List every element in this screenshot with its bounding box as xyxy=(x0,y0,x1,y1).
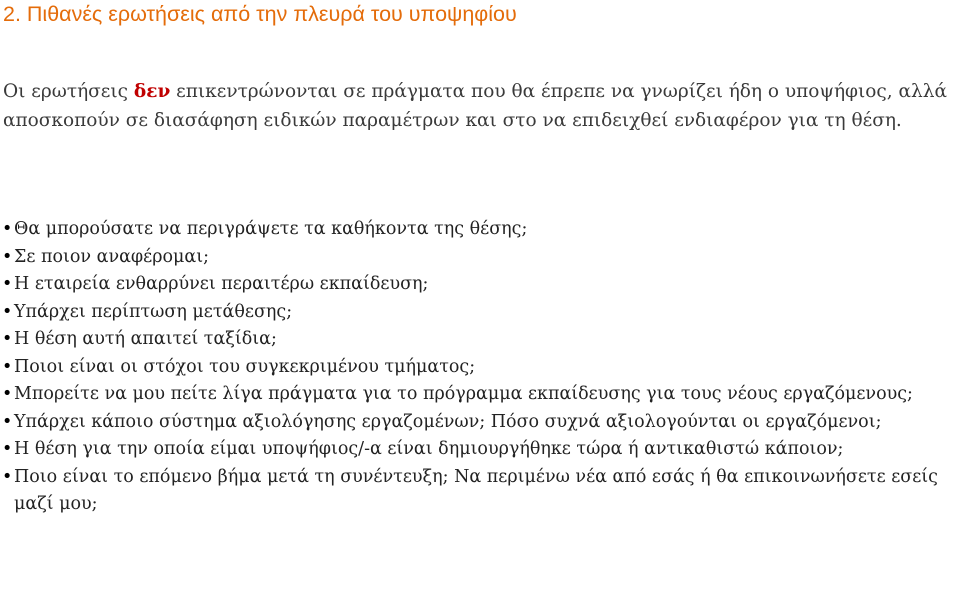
intro-text-before: Οι ερωτήσεις xyxy=(3,81,134,102)
list-item xyxy=(0,464,955,519)
question-text: Η θέση αυτή απαιτεί ταξίδια; xyxy=(14,329,277,349)
question-text: Υπάρχει κάποιο σύστημα αξιολόγησης εργαζομένων; Πόσο συχνά αξιολογούνται οι εργαζόμενοι; xyxy=(14,411,882,432)
list-item xyxy=(0,271,955,299)
question-text: Η εταιρεία ενθαρρύνει περαιτέρω εκπαίδευση; xyxy=(14,274,429,294)
question-text: Θα μπορούσατε να περιγράψετε τα καθήκοντα της θέσης; xyxy=(14,219,528,239)
list-item xyxy=(0,299,955,327)
question-text: Ποιο είναι το επόμενο βήμα μετά τη συνέντευξη; Να περιμένω νέα από εσάς ή θα επικοινωνήσετε εσείς μαζί μου; xyxy=(14,466,938,514)
bullet-icon: • xyxy=(2,439,13,459)
question-text: Η θέση για την οποία είμαι υποψήφιος/-α είναι δημιουργήθηκε τώρα ή αντικαθιστώ κάποιον; xyxy=(14,439,844,459)
intro-highlight: δεν xyxy=(133,81,171,102)
bullet-icon: • xyxy=(2,246,13,267)
question-text: Σε ποιον αναφέρομαι; xyxy=(14,246,210,267)
intro-paragraph xyxy=(3,77,953,135)
bullet-icon: • xyxy=(2,411,13,432)
question-text: Ποιοι είναι οι στόχοι του συγκεκριμένου τμήματος; xyxy=(14,356,476,377)
bullet-icon: • xyxy=(2,356,13,377)
bullet-icon: • xyxy=(2,219,13,239)
bullet-icon: • xyxy=(2,329,13,349)
list-item xyxy=(0,354,955,382)
list-item xyxy=(0,326,955,354)
list-item xyxy=(0,381,955,409)
bullet-icon: • xyxy=(2,466,13,487)
list-item xyxy=(0,409,955,437)
question-text: Μπορείτε να μου πείτε λίγα πράγματα για το πρόγραμμα εκπαίδευσης για τους νέους εργαζόμενους; xyxy=(14,384,913,404)
bullet-icon: • xyxy=(2,274,13,294)
list-item xyxy=(0,216,955,244)
list-item xyxy=(0,436,955,464)
intro-text-after: επικεντρώνονται σε πράγματα που θα έπρεπε να γνωρίζει ήδη ο υποψήφιος, αλλά αποσκοπούν σε διασάφηση ειδικών παραμέτρων και στο να επιδειχθεί ενδιαφέρον για τη θέση. xyxy=(3,81,947,131)
questions-list xyxy=(0,216,955,519)
bullet-icon: • xyxy=(2,384,13,404)
page-title: 2. Πιθανές ερωτήσεις από την πλευρά του υποψηφίου xyxy=(3,2,517,26)
list-item xyxy=(0,244,955,272)
bullet-icon: • xyxy=(2,301,13,322)
question-text: Υπάρχει περίπτωση μετάθεσης; xyxy=(14,301,293,322)
